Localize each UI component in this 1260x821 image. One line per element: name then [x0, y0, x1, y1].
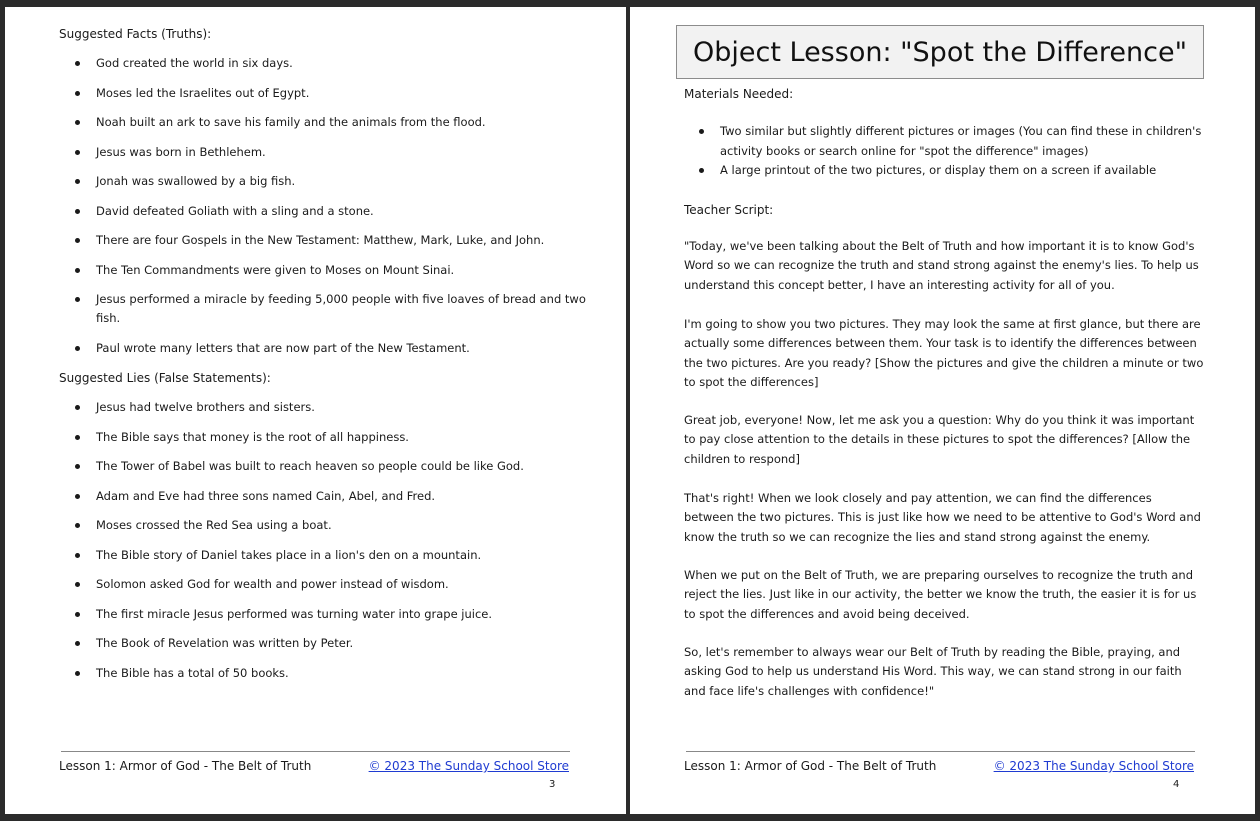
bullet-icon — [699, 129, 704, 134]
list-item: The Tower of Babel was built to reach heaven so people could be like God. — [60, 457, 590, 476]
list-item: Two similar but slightly different pictures or images (You can find these in children's activity books or search online for "spot the difference" images) — [684, 122, 1204, 161]
list-item: Paul wrote many letters that are now part of the New Testament. — [60, 339, 590, 358]
list-item: The Book of Revelation was written by Peter. — [60, 634, 590, 653]
list-item: Moses led the Israelites out of Egypt. — [60, 84, 590, 103]
copyright-link[interactable]: © 2023 The Sunday School Store — [368, 759, 569, 773]
materials-heading: Materials Needed: — [684, 87, 794, 101]
bullet-icon — [75, 464, 80, 469]
list-item: The Bible says that money is the root of all happiness. — [60, 428, 590, 447]
page-title: Object Lesson: "Spot the Difference" — [676, 25, 1204, 79]
script-heading: Teacher Script: — [684, 203, 774, 217]
script-paragraph: Great job, everyone! Now, let me ask you a question: Why do you think it was important to pay close attention to the details in these pictures to spot the differences? [Allow the children to respond] — [684, 413, 1195, 466]
footer-divider — [61, 751, 570, 752]
bullet-icon — [75, 209, 80, 214]
page-3 — [5, 7, 626, 814]
page-4 — [630, 7, 1255, 814]
bullet-icon — [699, 168, 704, 173]
script-paragraph: "Today, we've been talking about the Belt of Truth and how important it is to know God's Word so we can recognize the truth and stand strong against the enemy's lies. To help us understand this concept better, I have an interesting activity for all of you. — [684, 239, 1199, 292]
list-item: The Bible has a total of 50 books. — [60, 664, 590, 683]
page-number: 3 — [549, 779, 556, 790]
materials-list — [684, 122, 1204, 181]
lies-heading: Suggested Lies (False Statements): — [59, 371, 271, 385]
bullet-icon — [75, 238, 80, 243]
bullet-icon — [75, 494, 80, 499]
bullet-icon — [75, 671, 80, 676]
list-item: David defeated Goliath with a sling and a stone. — [60, 202, 590, 221]
list-item: Jonah was swallowed by a big fish. — [60, 172, 590, 191]
list-item: The first miracle Jesus performed was turning water into grape juice. — [60, 605, 590, 624]
bullet-icon — [75, 553, 80, 558]
footer-lesson-title: Lesson 1: Armor of God - The Belt of Truth — [59, 759, 312, 773]
bullet-icon — [75, 346, 80, 351]
list-item: Adam and Eve had three sons named Cain, Abel, and Fred. — [60, 487, 590, 506]
list-item: A large printout of the two pictures, or display them on a screen if available — [684, 161, 1204, 181]
bullet-icon — [75, 641, 80, 646]
bullet-icon — [75, 297, 80, 302]
bullet-icon — [75, 582, 80, 587]
script-paragraph: When we put on the Belt of Truth, we are preparing ourselves to recognize the truth and reject the lies. Just like in our activity, the better we know the truth, the easier it is for us to spot the differences and avoid being deceived. — [684, 568, 1197, 621]
bullet-icon — [75, 120, 80, 125]
bullet-icon — [75, 435, 80, 440]
bullet-icon — [75, 150, 80, 155]
copyright-link[interactable]: © 2023 The Sunday School Store — [993, 759, 1194, 773]
footer-divider — [686, 751, 1195, 752]
bullet-icon — [75, 91, 80, 96]
facts-heading: Suggested Facts (Truths): — [59, 27, 212, 41]
bullet-icon — [75, 405, 80, 410]
footer-lesson-title: Lesson 1: Armor of God - The Belt of Truth — [684, 759, 937, 773]
list-item: Jesus had twelve brothers and sisters. — [60, 398, 590, 417]
list-item: Noah built an ark to save his family and the animals from the flood. — [60, 113, 590, 132]
list-item: The Bible story of Daniel takes place in a lion's den on a mountain. — [60, 546, 590, 565]
list-item: Jesus was born in Bethlehem. — [60, 143, 590, 162]
bullet-icon — [75, 179, 80, 184]
list-item: God created the world in six days. — [60, 54, 590, 73]
script-paragraph: So, let's remember to always wear our Belt of Truth by reading the Bible, praying, and asking God to help us understand His Word. This way, we can stand strong in our faith and face life's challenges with confidence!" — [684, 645, 1182, 698]
list-item: There are four Gospels in the New Testament: Matthew, Mark, Luke, and John. — [60, 231, 590, 250]
lies-list — [60, 398, 590, 693]
list-item: The Ten Commandments were given to Moses on Mount Sinai. — [60, 261, 590, 280]
bullet-icon — [75, 268, 80, 273]
bullet-icon — [75, 61, 80, 66]
script-paragraph: That's right! When we look closely and pay attention, we can find the differences between the two pictures. This is just like how we need to be attentive to God's Word and know the truth so we can recognize the lies and stand strong against the enemy. — [684, 491, 1201, 544]
bullet-icon — [75, 523, 80, 528]
list-item: Moses crossed the Red Sea using a boat. — [60, 516, 590, 535]
bullet-icon — [75, 612, 80, 617]
page-number: 4 — [1173, 779, 1180, 790]
list-item: Solomon asked God for wealth and power instead of wisdom. — [60, 575, 590, 594]
facts-list — [60, 54, 590, 368]
list-item: Jesus performed a miracle by feeding 5,000 people with five loaves of bread and two fish. — [60, 290, 590, 328]
script-paragraph: I'm going to show you two pictures. They may look the same at first glance, but there are actually some differences between them. Your task is to identify the differences between the two pictures. Are you ready? [Show the pictures and give the children a minute or two to spot the differences] — [684, 317, 1204, 390]
